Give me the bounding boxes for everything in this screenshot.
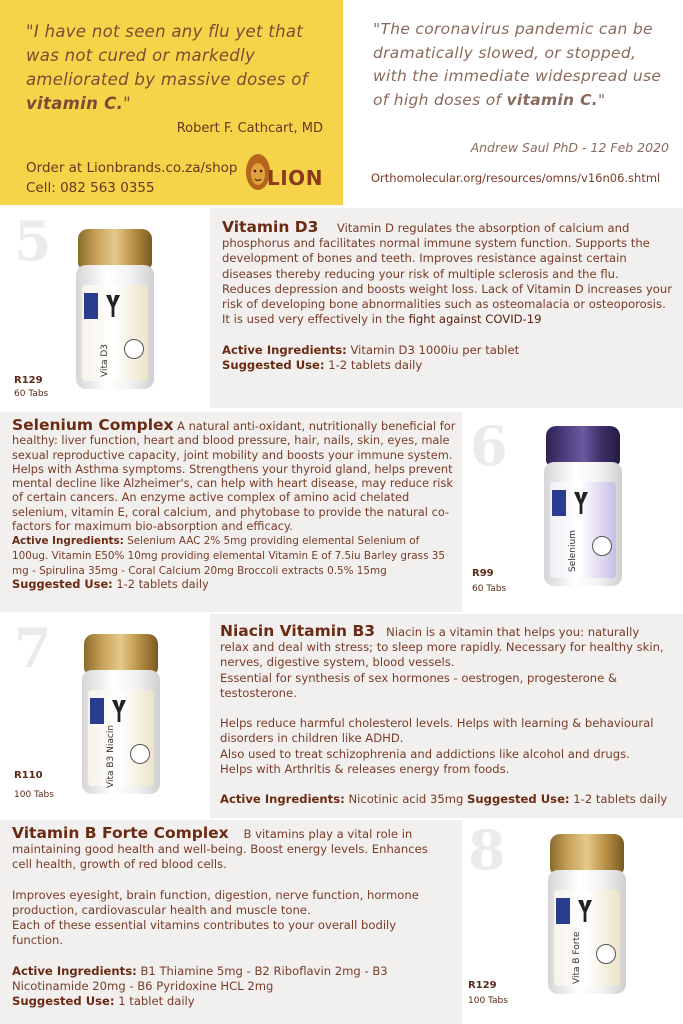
suggested-use: 1-2 tablets daily (573, 792, 668, 807)
product-bforte-text (12, 826, 448, 1009)
product-title: Vitamin B Forte Complex (12, 824, 229, 842)
product-description: B vitamins play a vital role in maintaining good health and well-being. Boost energy levels. Enhances cell health, growth of red blood cells. (12, 827, 428, 872)
order-link[interactable]: Order at Lionbrands.co.za/shop (26, 160, 238, 176)
product-description-3: Helps reduce harmful cholesterol levels. Helps with learning & behavioural disorders in children like ADHD. (220, 716, 654, 746)
covid-highlight: fight against COVID-19 (408, 312, 542, 327)
quote-saul (373, 18, 673, 112)
header-left-panel (0, 0, 343, 205)
product-selenium-info-panel (0, 412, 462, 612)
seal-icon (130, 744, 150, 764)
product-description: A natural anti-oxidant, nutritionally beneficial for healthy: liver function, heart and blood pressure, hair, nails, skin, eyes, male sexual reproductive capacity, joint mobility and boosts your immune system. Helps with Asthma symptoms. Strengthens your thyroid gland, helps prevent mental decline like Alzheimer's, can help with heart disease, may reduce risk of certain cancers. An enzyme active complex of amino acid chelated selenium, vitamin E, coral calcium, and phytobase to provide the natural co-factors for maximum bio-absorption and efficacy. (12, 419, 456, 534)
active-label: Active Ingredients: (222, 342, 347, 357)
tab-count: 60 Tabs (14, 389, 49, 399)
quote2-source-link[interactable]: Orthomolecular.org/resources/omns/v16n06.shtml (371, 171, 661, 185)
bottle-label-text: Vita B3 Niacin (106, 724, 116, 788)
quote-cathcart (26, 20, 336, 116)
product-selenium-text (12, 418, 456, 591)
use-label: Suggested Use: (222, 357, 325, 372)
active-ingredients: B1 Thiamine 5mg - B2 Riboflavin 2mg - B3 Nicotinamide 20mg - B6 Pyridoxine HCL 2mg (12, 963, 388, 994)
product-number: 8 (468, 818, 506, 882)
lion-logo (245, 152, 327, 196)
product-bforte-image-panel (462, 818, 683, 1024)
bottle-label-text: Selenium (568, 530, 578, 572)
quote2-bold: vitamin C. (506, 90, 598, 109)
product-description: Niacin is a vitamin that helps you: naturally relax and deal with stress; to sleep more rapidly. Necessary for healthy skin, nerves, digestive system, blood vessels. (220, 625, 664, 670)
cell-number: Cell: 082 563 0355 (26, 180, 155, 196)
use-label: Suggested Use: (12, 577, 113, 592)
quote2-text: "The coronavirus pandemic can be dramatically slowed, or stopped, with the immediate widespread use of high doses of (373, 20, 662, 109)
quote1-bold: vitamin C. (26, 94, 124, 113)
product-description-2: Essential for synthesis of sex hormones - oestrogen, progesterone & testosterone. (220, 670, 618, 700)
price: R99 (472, 568, 494, 579)
header-right-panel (343, 0, 683, 205)
product-niacin-info-panel (210, 614, 683, 818)
price: R110 (14, 770, 43, 781)
suggested-use: 1 tablet daily (118, 994, 195, 1009)
quote2-author: Andrew Saul PhD - 12 Feb 2020 (470, 140, 669, 155)
seal-icon (592, 536, 612, 556)
active-ingredients: Nicotinic acid 35mg (348, 792, 464, 807)
active-ingredients: Vitamin D3 1000iu per tablet (350, 342, 520, 357)
quote1-end: " (123, 94, 132, 113)
order-info (26, 158, 238, 198)
quote1-author: Robert F. Cathcart, MD (176, 121, 323, 136)
suggested-use: 1-2 tablets daily (328, 357, 423, 372)
product-description-2: Reduces depression and boosts weight loss. Lack of Vitamin D increases your risk of developing bone abnormalities such as osteomalacia or osteoporosis. (222, 281, 672, 312)
product-description-2: Improves eyesight, brain function, digestion, nerve function, hormone production, cardiovascular health and muscle tone. (12, 887, 419, 918)
product-niacin-image-panel (0, 614, 210, 818)
seal-icon (596, 944, 616, 964)
tab-count: 60 Tabs (472, 584, 507, 594)
product-title: Niacin Vitamin B3 (220, 622, 376, 640)
product-bforte-info-panel (0, 820, 462, 1024)
bottle-label-text: Vita B Forte (572, 931, 582, 984)
product-d3-text (222, 220, 674, 373)
active-label: Active Ingredients: (12, 963, 137, 978)
quote2-end: " (597, 90, 606, 109)
suggested-use: 1-2 tablets daily (116, 577, 209, 592)
product-d3-info-panel (210, 208, 683, 408)
use-label: Suggested Use: (12, 994, 115, 1009)
product-description: Vitamin D regulates the absorption of calcium and phosphorus and facilitates normal immune system function. Supports the development of bones and teeth. Improves resistance against certain diseases thereby reducing your risk of multiple sclerosis and the flu. (222, 221, 650, 281)
active-label: Active Ingredients: (220, 792, 345, 807)
price: R129 (468, 980, 497, 991)
product-number: 5 (14, 209, 52, 273)
product-title: Vitamin D3 (222, 218, 319, 236)
logo-text: LION (267, 166, 323, 190)
bottle-label-text: Vita D3 (100, 343, 110, 377)
product-niacin-text (220, 624, 670, 807)
product-description-3: Each of these essential vitamins contributes to your overall bodily function. (12, 918, 397, 948)
product-d3-image-panel (0, 205, 210, 410)
seal-icon (124, 339, 144, 359)
product-title: Selenium Complex (12, 416, 174, 434)
use-label: Suggested Use: (467, 792, 570, 807)
price: R129 (14, 375, 43, 386)
product-description-3: It is used very effectively in the (222, 312, 409, 327)
product-description-4: Also used to treat schizophrenia and addictions like alcohol and drugs. (220, 746, 630, 761)
product-selenium-image-panel (462, 410, 683, 614)
active-ingredients: Selenium AAC 2% 5mg providing elemental Selenium of 100ug. Vitamin E50% 10mg providing elemental Vitamin E of 7.5iu Barley grass 35 mg - Spirulina 35mg - Coral Calcium 20mg Broccoli extracts 0.5% 15mg (12, 535, 446, 577)
product-description-5: Helps with Arthritis & releases energy from foods. (220, 761, 510, 776)
product-number: 6 (470, 414, 508, 478)
tab-count: 100 Tabs (14, 790, 54, 800)
quote1-text: "I have not seen any flu yet that was not cured or markedly ameliorated by massive doses of (26, 22, 308, 89)
active-label: Active Ingredients: (12, 535, 124, 548)
tab-count: 100 Tabs (468, 996, 508, 1006)
product-number: 7 (14, 616, 52, 680)
